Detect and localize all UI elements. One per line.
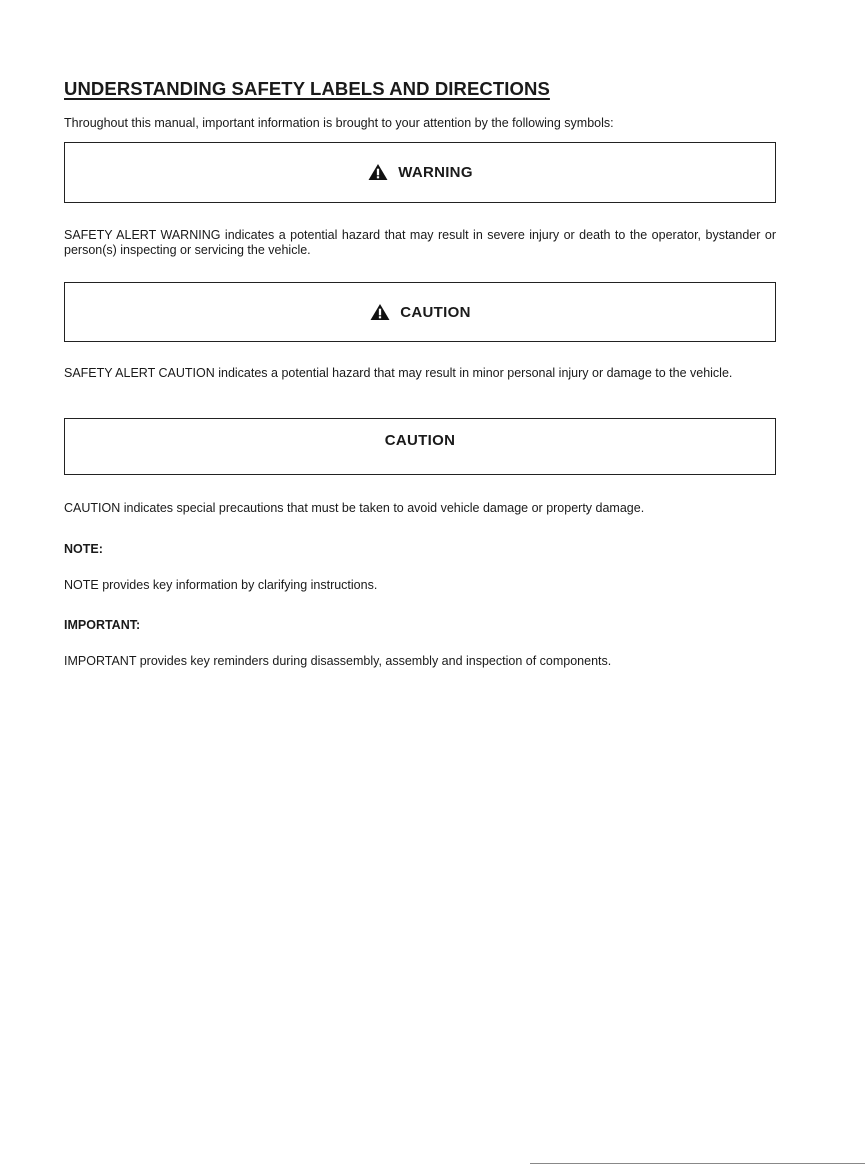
caution-alert-box (64, 282, 776, 342)
caution-description: CAUTION indicates special precautions that must be taken to avoid vehicle damage or property damage. (64, 501, 645, 515)
scan-edge-line (530, 1163, 865, 1164)
important-heading: IMPORTANT: (64, 618, 141, 632)
note-heading: NOTE: (64, 542, 103, 556)
warning-description: SAFETY ALERT WARNING indicates a potential hazard that may result in severe injury or death to the operator, bystander or person(s) inspecting or servicing the vehicle. (64, 228, 776, 257)
caution-label: CAUTION (384, 432, 456, 449)
safety-alert-triangle-icon (369, 303, 391, 321)
warning-box (64, 142, 776, 203)
caution-box (64, 418, 776, 475)
safety-alert-triangle-icon (367, 163, 389, 181)
intro-text: Throughout this manual, important information is brought to your attention by the following symbols: (64, 116, 614, 130)
caution-alert-label: CAUTION (400, 303, 471, 321)
caution-alert-description: SAFETY ALERT CAUTION indicates a potential hazard that may result in minor personal injury or damage to the vehicle. (64, 366, 733, 380)
important-description: IMPORTANT provides key reminders during disassembly, assembly and inspection of components. (64, 654, 612, 668)
note-description: NOTE provides key information by clarifying instructions. (64, 578, 378, 592)
warning-label: WARNING (398, 163, 473, 181)
page-title: UNDERSTANDING SAFETY LABELS AND DIRECTIONS (64, 78, 550, 99)
